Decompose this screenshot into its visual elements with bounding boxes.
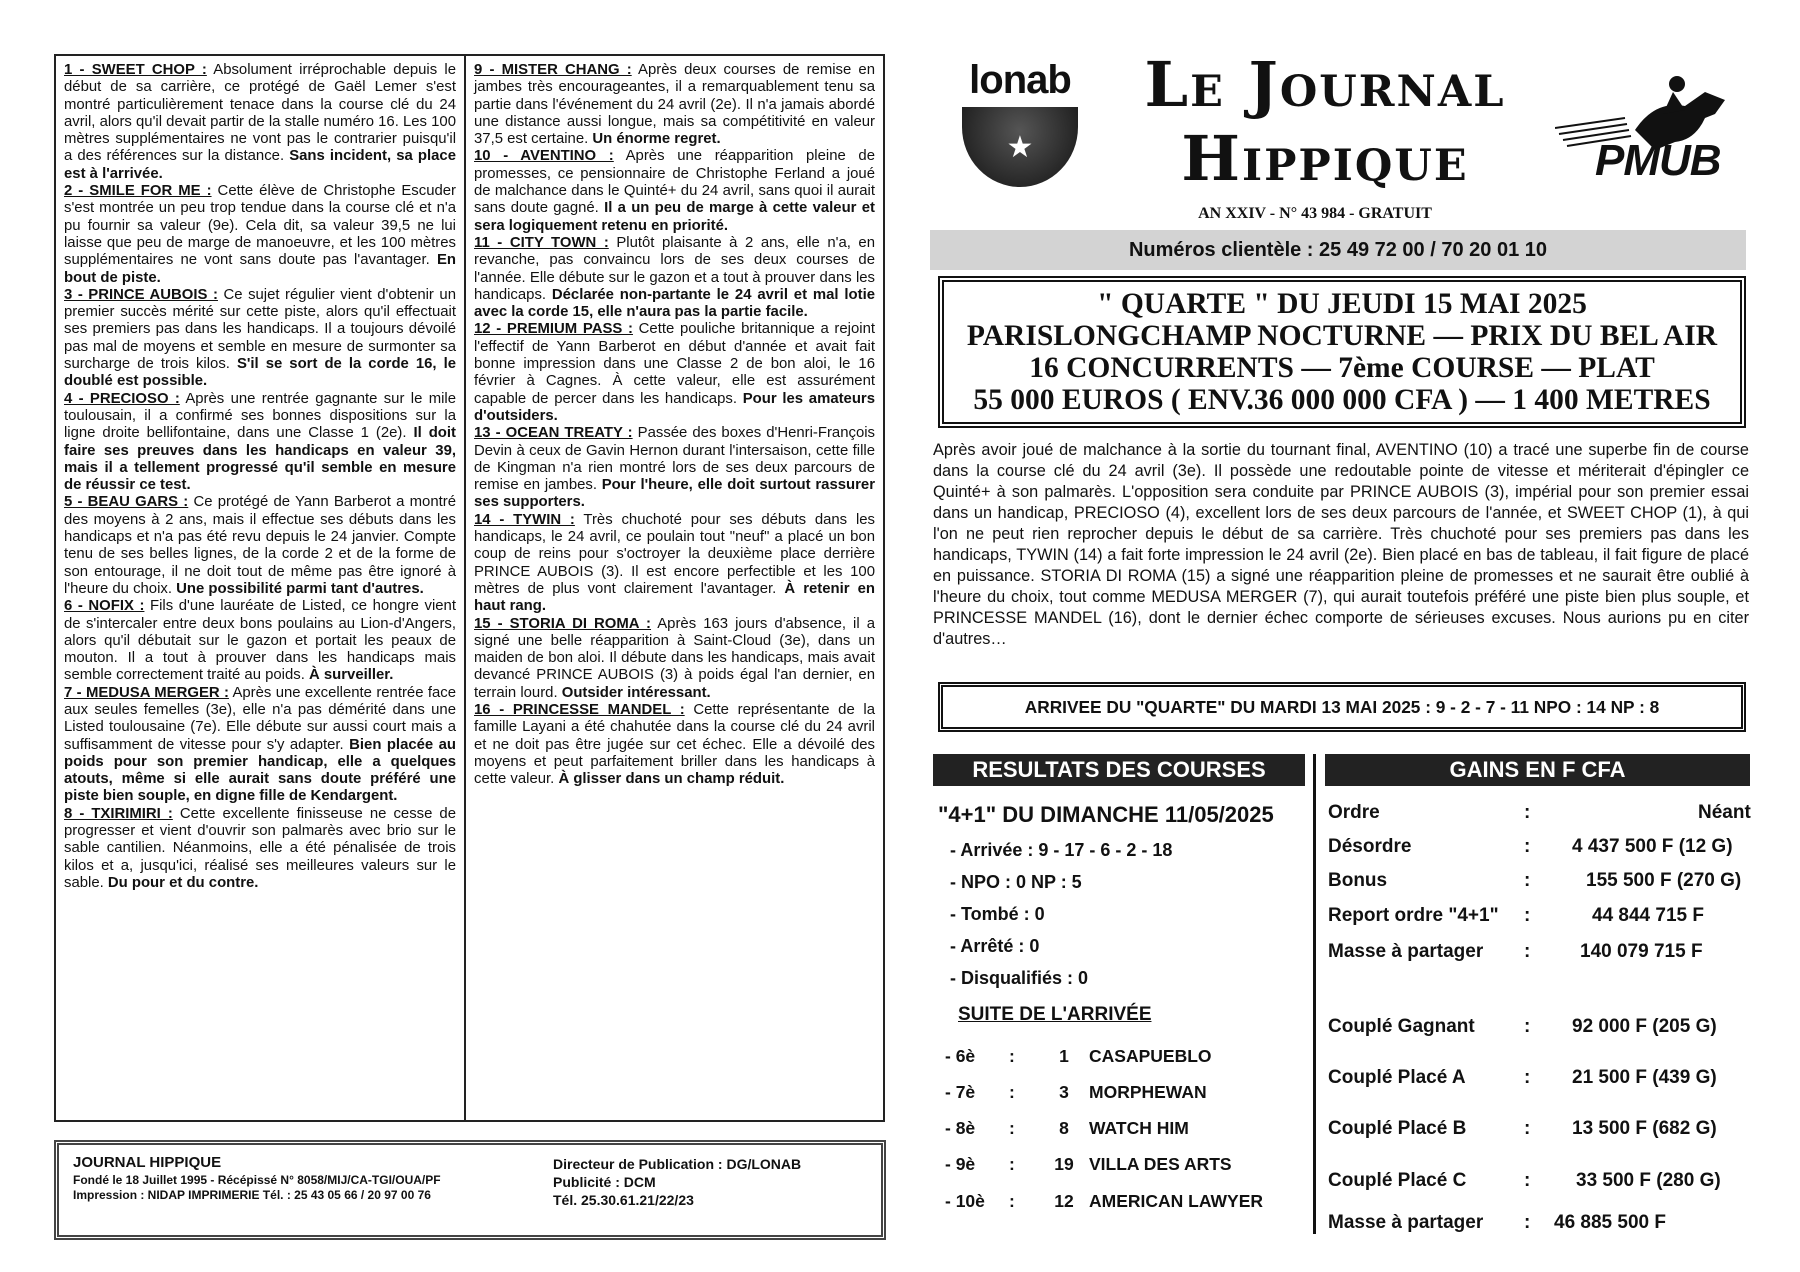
credits-director: Directeur de Publication : DG/LONAB <box>553 1156 802 1172</box>
results-line: - Tombé : 0 <box>950 904 1045 924</box>
title-line-1: Le Journal <box>1144 48 1506 121</box>
article-entry: 1 - SWEET CHOP : Absolument irréprochable depuis le début de sa carrière, ce protégé de Gaël Lemer s'est montré particulièrement tenace dans la course clé du 24 avril, alors qu'il devait partir de la stalle numéro 16. Les 100 mètres supplémentaires ne vont pas le contrarier puisqu'il a des références sur la distance. Sans incident, sa place est à l'arrivée. <box>64 62 456 182</box>
publication-credits <box>54 1140 886 1240</box>
suite-row: - 6è : 1 CASAPUEBLO <box>945 1046 1212 1066</box>
article-entry: 10 - AVENTINO : Après une réapparition pleine de promesses, ce pensionnaire de Christophe Ferland a joué de malchance dans le Quinté+ du 24 avril, sans quoi il aurait sans doute gagné. Il a un peu de marge à cette valeur et sera logiquement retenu en priorité. <box>474 148 875 234</box>
race-summary: Après avoir joué de malchance à la sortie du tournant final, AVENTINO (10) a tracé une superbe fin de course dans la course clé du 24 avril (3e). Il possède une redoutable pointe de vitesse et mériterait d'épingler ce Quinté+ à son palmarès. L'opposition sera conduite par PRINCE AUBOIS (3), impérial pour son premier essai dans un handicap, PRECIOSO (4), excellent lors de ses deux parcours de l'année, et SWEET CHOP (1), à qui l'on ne peut rien reprocher depuis le début de sa carrière. Très chuchoté pour ses premiers pas dans les handicaps, TYWIN (14) a fait forte impression le 24 avril (2e). Bien placé en bas de tableau, il fait figure de placé en puissance. STORIA DI ROMA (15) a signé une réapparition pleine de promesses et ne saurait être oublié à l'heure du choix, tout comme MEDUSA MERGER (7), qui aurait toutefois préféré une piste bien plus souple, et PRINCESSE MANDEL (16), dont le dernier échec comporte de sérieuses excuses. Nous aurions pu en citer d'autres… <box>933 441 1749 648</box>
quarte-venue: PARISLONGCHAMP NOCTURNE — PRIX DU BEL AIR <box>966 320 1718 352</box>
articles-column-1 <box>56 56 466 1120</box>
lonab-logo <box>960 58 1080 188</box>
suite-row: - 9è : 19 VILLA DES ARTS <box>945 1154 1232 1174</box>
article-entry: 16 - PRINCESSE MANDEL : Cette représentante de la famille Layani a été chahutée dans la course clé du 24 avril et ne doit pas être jugée sur cet échec. Elle a dévoilé des moyens et peut parfaitement briller dans les handicaps à cette valeur. À glisser dans un champ réduit. <box>474 701 876 788</box>
results-line: - Disqualifiés : 0 <box>950 968 1089 988</box>
credits-right <box>553 1155 801 1225</box>
customer-phones: Numéros clientèle : 25 49 72 00 / 70 20 01 10 <box>930 230 1746 270</box>
article-entry: 5 - BEAU GARS : Ce protégé de Yann Barberot a montré des moyens à 2 ans, mais il effectue ses débuts dans les handicaps et n'a pas été revu depuis le 24 janvier. Compte tenu de ses belles lignes, de la corde 2 et de la forme de son entourage, il ne doit tout de même pas être ignoré à l'heure du choix. Une possibilité parmi tant d'autres. <box>64 494 456 597</box>
credits-printing: Impression : NIDAP IMPRIMERIE Tél. : 25 43 05 66 / 20 97 00 76 <box>73 1188 431 1202</box>
article-entry: 4 - PRECIOSO : Après une rentrée gagnante sur le mile toulousain, il a confirmé ses bonnes dispositions sur la ligne droite bellifontaine, dans une Classe 1 (2e). Il doit faire ses preuves dans les handicaps en valeur 39, mais il a tellement progressé qu'il semble en mesure de réussir ce test. <box>64 390 456 494</box>
newspaper-title <box>1090 48 1560 196</box>
article-entry: 13 - OCEAN TREATY : Passée des boxes d'Henri-François Devin à ceux de Gavin Hernon durant l'intersaison, cette fille de Kingman n'a rien montré lors de ses deux parcours de remise en jambes. Pour l'heure, elle doit surtout rassurer ses supporters. <box>474 425 875 511</box>
results-header: RESULTATS DES COURSES <box>933 754 1305 786</box>
article-entry: 12 - PREMIUM PASS : Cette pouliche britannique a rejoint l'effectif de Yann Barberot en début d'année et avait fait bonne impression dans une Classe 2 de bon aloi, le 16 février à Cagnes. À cette valeur, elle est assurément capable de percer dans les handicaps. Pour les amateurs d'outsiders. <box>474 321 876 424</box>
quarte-prize: 55 000 EUROS ( ENV.36 000 000 CFA ) — 1 400 METRES <box>973 384 1711 416</box>
quarte-date: " QUARTE " DU JEUDI 15 MAI 2025 <box>1097 288 1587 320</box>
credits-founded: Fondé le 18 Juillet 1995 - Récépissé N° 8058/MIJ/CA-TGI/OUA/PF <box>73 1173 441 1187</box>
pmub-wordmark: PMUB <box>1595 136 1721 185</box>
article-entry: 7 - MEDUSA MERGER : Après une excellente rentrée face aux seules femelles (3e), elle n'a pas démérité dans une Listed toulousaine (7e). Elle débute sur aussi court mais a suffisamment de vitesse pour s'y adapter. Bien placée au poids pour son premier handicap, elle a quelques atouts, même si elle aurait sans doute préféré une piste bien souple, en digne fille de Kendargent. <box>64 684 457 805</box>
suite-title: SUITE DE L'ARRIVÉE <box>958 1004 1152 1025</box>
results-line: - Arrivée : 9 - 17 - 6 - 2 - 18 <box>950 840 1173 860</box>
suite-row: - 8è : 8 WATCH HIM <box>945 1118 1189 1138</box>
results-line: - NPO : 0 NP : 5 <box>950 872 1082 892</box>
title-line-2: Hippique <box>1181 122 1469 195</box>
results-line: - Arrêté : 0 <box>950 936 1040 956</box>
gains-header: GAINS EN F CFA <box>1325 754 1750 786</box>
credits-left <box>73 1155 533 1225</box>
article-entry: 9 - MISTER CHANG : Après deux courses de remise en jambes très encourageantes, il a remarquablement tenu sa partie dans l'événement du 24 avril (2e). Il n'a jamais abordé une distance aussi longue, mais sa compétitivité en valeur 37,5 est certaine. Un énorme regret. <box>474 62 875 148</box>
results-title: "4+1" DU DIMANCHE 11/05/2025 <box>938 802 1274 827</box>
article-entry: 6 - NOFIX : Fils d'une lauréate de Listed, ce hongre vient de s'intercaler entre deux bons poulains au Lion-d'Angers, alors qu'il débutait sur le gazon et portait les peaux de mouton. Il a tout à prouver dans les handicaps mais semble correctement traité au poids. À surveiller. <box>64 598 456 684</box>
quarte-race-box <box>938 276 1746 428</box>
articles-column-2 <box>466 56 883 1120</box>
suite-row: - 7è : 3 MORPHEWAN <box>945 1082 1207 1102</box>
edition-number: AN XXIV - N° 43 984 - GRATUIT <box>1198 205 1432 222</box>
credits-phone: Tél. 25.30.61.21/22/23 <box>553 1192 694 1208</box>
quarte-runners: 16 CONCURRENTS — 7ème COURSE — PLAT <box>1029 352 1655 384</box>
credits-advertising: Publicité : DCM <box>553 1174 656 1190</box>
article-entry: 11 - CITY TOWN : Plutôt plaisante à 2 ans, elle n'a, en revanche, pas convaincu lors de ses deux courses de l'année. Elle débute sur le gazon et a tout à prouver dans les handicaps. Déclarée non-partante le 24 avril et mal lotie avec la corde 15, elle n'aura pas la partie facile. <box>474 234 875 321</box>
credits-title: JOURNAL HIPPIQUE <box>73 1154 222 1171</box>
previous-arrival: ARRIVEE DU "QUARTE" DU MARDI 13 MAI 2025 : 9 - 2 - 7 - 11 NPO : 14 NP : 8 <box>938 682 1746 732</box>
star-icon: ★ <box>962 107 1078 187</box>
article-entry: 14 - TYWIN : Très chuchoté pour ses débuts dans les handicaps, le 24 avril, ce poulain tout "neuf" a placé un bon coup de reins pour s'octroyer la deuxième place derrière PRINCE AUBOIS (3). Il est encore perfectible et les 100 mètres de plus vont clairement l'avantager. À retenir en haut rang. <box>474 511 875 615</box>
results-divider <box>1313 754 1316 1234</box>
article-entry: 15 - STORIA DI ROMA : Après 163 jours d'absence, il a signé une belle réapparition à Saint-Cloud (3e), dans un maiden de bon aloi. Il débute dans les handicaps, mais avait devancé PRINCE AUBOIS (3) à poids égal l'an dernier, en terrain lourd. Outsider intéressant. <box>474 615 875 701</box>
suite-row: - 10è : 12 AMERICAN LAWYER <box>945 1191 1264 1211</box>
article-entry: 8 - TXIRIMIRI : Cette excellente finisseuse ne cesse de progresser et vient d'ouvrir son palmarès avec brio sur le sable cantilien. Néanmoins, elle a été pénalisée de trois kilos et a, jusqu'ici, réalisé ses meilleures valeurs sur le sable. Du pour et du contre. <box>64 805 456 891</box>
article-entry: 3 - PRINCE AUBOIS : Ce sujet régulier vient d'obtenir un premier succès mérité sur cette piste, alors qu'il effectuait ses premiers pas dans les handicaps. Il a toujours dévoilé pas mal de moyens et semble en mesure de surmonter sa surcharge de trois kilos. S'il se sort de la corde 16, le doublé est possible. <box>64 286 456 390</box>
pmub-logo <box>1555 70 1745 190</box>
articles-box <box>54 54 885 1122</box>
lonab-wordmark: lonab <box>969 58 1071 102</box>
article-entry: 2 - SMILE FOR ME : Cette élève de Christophe Escuder s'est montrée un peu trop tendue dans la course clé et n'a pu fournir sa valeur (9e). Cela dit, sa valeur 39,5 ne lui laisse que peu de marge de manoeuvre, et les 100 mètres supplémentaires ne vont sans doute pas l'avantager. En bout de piste. <box>64 183 457 286</box>
